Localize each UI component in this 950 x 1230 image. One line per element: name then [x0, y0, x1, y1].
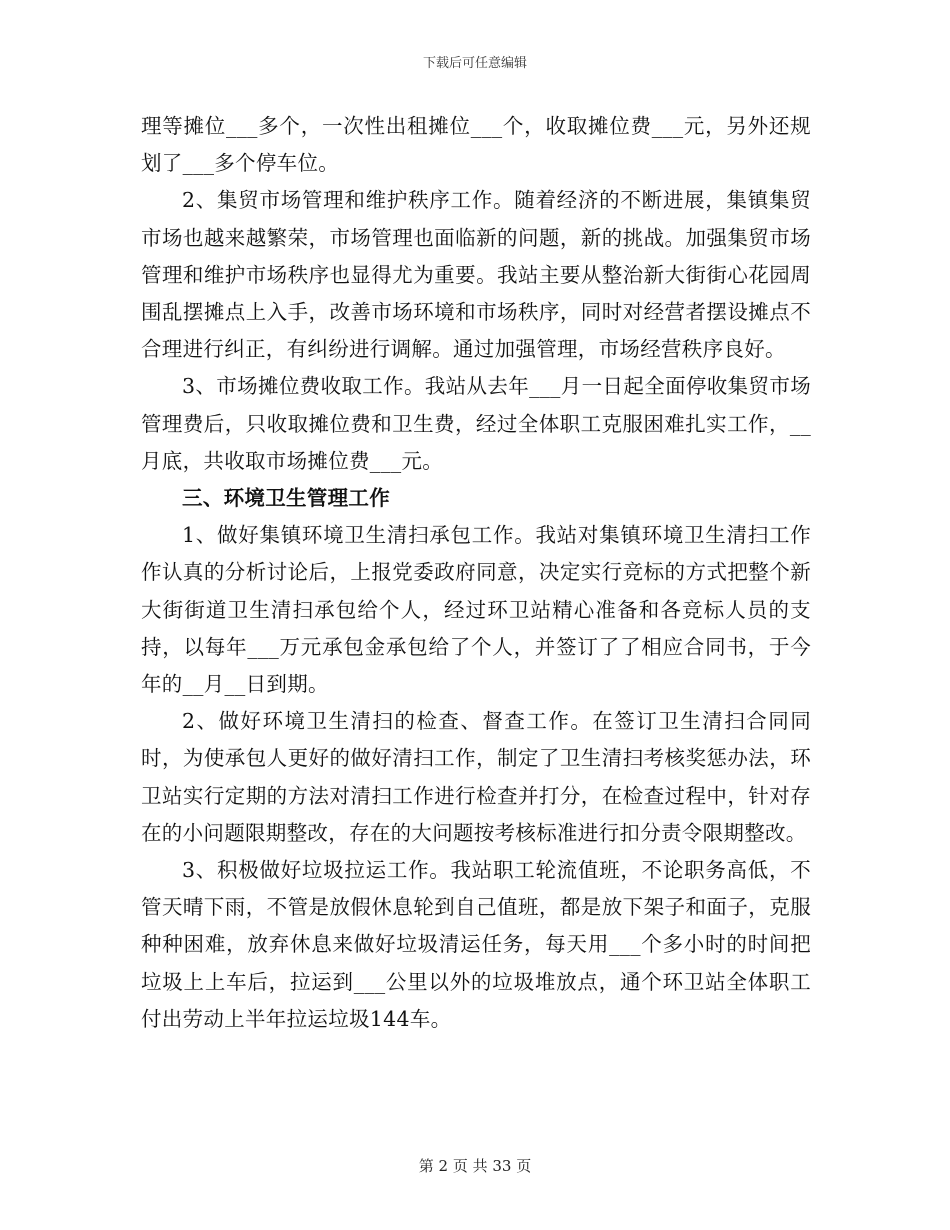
paragraph-cleaning-contract: 1、做好集镇环境卫生清扫承包工作。我站对集镇环境卫生清扫工作作认真的分析讨论后，上报党委政府同意，决定实行竞标的方式把整个新大街街道卫生清扫承包给个人，经过环卫站精心准备和各竞标人员的支持，以每年___万元承包金承包给了个人，并签订了了相应合同书，于今年的__月__日到期。 — [141, 523, 811, 697]
paragraph-inspection: 2、做好环境卫生清扫的检查、督查工作。在签订卫生清扫合同同时，为使承包人更好的做好清扫工作，制定了卫生清扫考核奖惩办法，环卫站实行定期的方法对清扫工作进行检查并打分，在检查过程中，针对存在的小问题限期整改，存在的大问题按考核标准进行扣分责令限期整改。 — [141, 709, 811, 845]
document-body — [141, 108, 811, 1038]
paragraph-garbage-transport: 3、积极做好垃圾拉运工作。我站职工轮流值班，不论职务高低，不管天晴下雨，不管是放假休息轮到自己值班，都是放下架子和面子，克服种种困难，放弃休息来做好垃圾清运任务，每天用___个多小时的时间把垃圾上上车后，拉运到___公里以外的垃圾堆放点，通个环卫站全体职工付出劳动上半年拉运垃圾144车。 — [141, 858, 811, 1031]
paragraph-continued: 理等摊位___多个，一次性出租摊位___个，收取摊位费___元，另外还规划了___多个停车位。 — [141, 114, 811, 176]
section-heading-sanitation: 三、环境卫生管理工作 — [182, 486, 390, 511]
page-number: 第 2 页 共 33 页 — [418, 1157, 532, 1175]
header-note: 下载后可任意编辑 — [422, 56, 527, 71]
paragraph-market-order: 2、集贸市场管理和维护秩序工作。随着经济的不断进展，集镇集贸市场也越来越繁荣，市场管理也面临新的问题，新的挑战。加强集贸市场管理和维护市场秩序也显得尤为重要。我站主要从整治新大街街心花园周围乱摆摊点上入手，改善市场环境和市场秩序，同时对经营者摆设摊点不合理进行纠正，有纠纷进行调解。通过加强管理，市场经营秩序良好。 — [141, 188, 811, 362]
paragraph-stall-fee: 3、市场摊位费收取工作。我站从去年___月一日起全面停收集贸市场管理费后，只收取摊位费和卫生费，经过全体职工克服困难扎实工作，__月底，共收取市场摊位费___元。 — [141, 374, 811, 473]
